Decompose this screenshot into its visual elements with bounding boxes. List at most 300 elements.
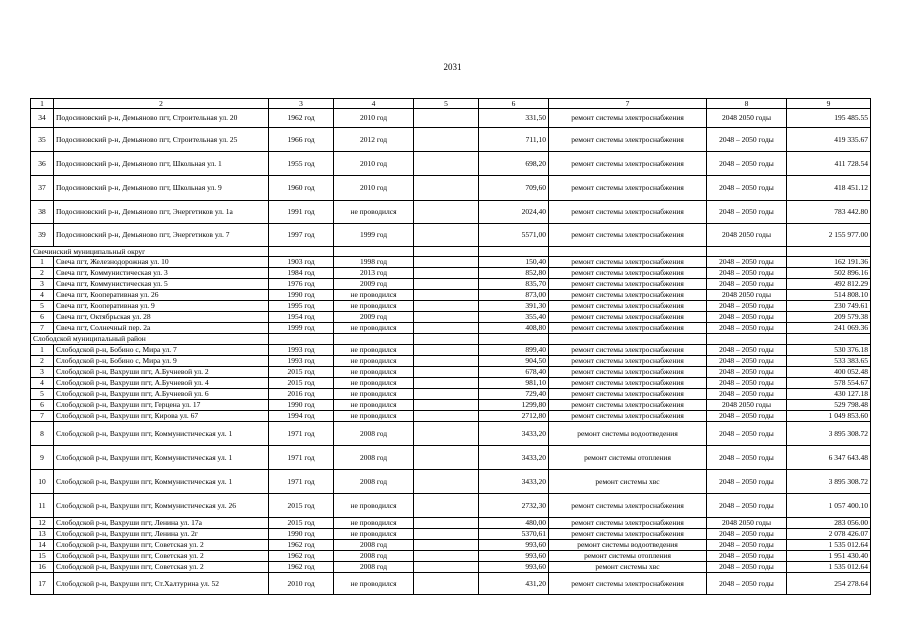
cost-cell: 783 442.80 <box>787 201 871 224</box>
cost-cell: 241 069.36 <box>787 323 871 334</box>
address-cell: Слободской р-н, Вахруши пгт, Герцена ул. 17 <box>54 400 269 411</box>
column-5-cell <box>414 540 479 551</box>
address-cell: Свеча пгт, Кооперативная ул. 9 <box>54 301 269 312</box>
work-type-cell: ремонт системы электроснабжения <box>549 323 707 334</box>
area-cell: 2024,40 <box>479 201 549 224</box>
column-5-cell <box>414 301 479 312</box>
housing-repair-table <box>30 98 871 595</box>
last-repair-cell: 2013 год <box>334 268 414 279</box>
last-repair-cell: 2010 год <box>334 176 414 201</box>
table-row <box>31 152 871 176</box>
work-type-cell: ремонт системы электроснабжения <box>549 345 707 356</box>
address-cell: Слободской р-н, Вахруши пгт, Советская ул. 2 <box>54 540 269 551</box>
table-row <box>31 312 871 323</box>
table-row <box>31 378 871 389</box>
row-number-cell: 38 <box>31 201 54 224</box>
column-5-cell <box>414 356 479 367</box>
last-repair-cell: 2010 год <box>334 109 414 128</box>
column-5-cell <box>414 400 479 411</box>
area-cell: 873,00 <box>479 290 549 301</box>
address-cell: Слободской р-н, Вахруши пгт, Кирова ул. 67 <box>54 411 269 422</box>
work-type-cell: ремонт системы электроснабжения <box>549 279 707 290</box>
address-cell: Слободской р-н, Бобино с, Мира ул. 9 <box>54 356 269 367</box>
column-5-cell <box>414 562 479 573</box>
row-number-cell: 4 <box>31 290 54 301</box>
area-cell: 3433,20 <box>479 422 549 446</box>
cost-cell: 1 049 853.60 <box>787 411 871 422</box>
column-5-cell <box>414 470 479 494</box>
column-5-cell <box>414 312 479 323</box>
cost-cell: 502 896.16 <box>787 268 871 279</box>
last-repair-cell: не проводился <box>334 494 414 518</box>
work-type-cell: ремонт системы электроснабжения <box>549 268 707 279</box>
year-built-cell: 2015 год <box>269 367 334 378</box>
empty-cell <box>549 247 707 257</box>
work-type-cell: ремонт системы электроснабжения <box>549 201 707 224</box>
last-repair-cell: не проводился <box>334 356 414 367</box>
year-built-cell: 1962 год <box>269 540 334 551</box>
row-number-cell: 8 <box>31 422 54 446</box>
year-built-cell: 1990 год <box>269 529 334 540</box>
year-built-cell: 1971 год <box>269 446 334 470</box>
last-repair-cell: 1998 год <box>334 257 414 268</box>
period-cell: 2048 – 2050 годы <box>707 323 787 334</box>
column-5-cell <box>414 257 479 268</box>
area-cell: 3433,20 <box>479 470 549 494</box>
last-repair-cell: 2008 год <box>334 551 414 562</box>
cost-cell: 230 749.61 <box>787 301 871 312</box>
work-type-cell: ремонт системы водоотведения <box>549 422 707 446</box>
area-cell: 3433,20 <box>479 446 549 470</box>
address-cell: Свеча пгт, Железнодорожная ул. 10 <box>54 257 269 268</box>
period-cell: 2048 – 2050 годы <box>707 529 787 540</box>
address-cell: Подосиновский р-н, Демьяново пгт, Строительная ул. 20 <box>54 109 269 128</box>
row-number-cell: 7 <box>31 411 54 422</box>
empty-cell <box>414 334 479 345</box>
column-5-cell <box>414 551 479 562</box>
row-number-cell: 12 <box>31 518 54 529</box>
section-title: Свечинский муниципальный округ <box>31 247 269 257</box>
table-row <box>31 224 871 247</box>
year-built-cell: 1990 год <box>269 290 334 301</box>
cost-cell: 3 895 308.72 <box>787 470 871 494</box>
period-cell: 2048 – 2050 годы <box>707 301 787 312</box>
area-cell: 993,60 <box>479 562 549 573</box>
last-repair-cell: 2008 год <box>334 470 414 494</box>
cost-cell: 533 383.65 <box>787 356 871 367</box>
period-cell: 2048 – 2050 годы <box>707 573 787 595</box>
address-cell: Слободской р-н, Вахруши пгт, Коммунистическая ул. 1 <box>54 470 269 494</box>
area-cell: 981,10 <box>479 378 549 389</box>
period-cell: 2048 2050 годы <box>707 224 787 247</box>
column-5-cell <box>414 201 479 224</box>
column-5-cell <box>414 367 479 378</box>
row-number-cell: 2 <box>31 268 54 279</box>
table-row <box>31 494 871 518</box>
column-header: 3 <box>269 99 334 109</box>
cost-cell: 209 579.38 <box>787 312 871 323</box>
year-built-cell: 1991 год <box>269 201 334 224</box>
table-row <box>31 422 871 446</box>
table-row <box>31 323 871 334</box>
period-cell: 2048 – 2050 годы <box>707 470 787 494</box>
address-cell: Слободской р-н, Вахруши пгт, А.Бучневой ул. 4 <box>54 378 269 389</box>
last-repair-cell: 2008 год <box>334 422 414 446</box>
last-repair-cell: 2008 год <box>334 446 414 470</box>
cost-cell: 2 078 426.07 <box>787 529 871 540</box>
cost-cell: 254 278.64 <box>787 573 871 595</box>
work-type-cell: ремонт системы водоотведения <box>549 540 707 551</box>
table-row <box>31 389 871 400</box>
last-repair-cell: не проводился <box>334 367 414 378</box>
year-built-cell: 1955 год <box>269 152 334 176</box>
column-header: 5 <box>414 99 479 109</box>
period-cell: 2048 – 2050 годы <box>707 152 787 176</box>
empty-cell <box>334 334 414 345</box>
address-cell: Слободской р-н, Вахруши пгт, Советская ул. 2 <box>54 562 269 573</box>
cost-cell: 400 052.48 <box>787 367 871 378</box>
empty-cell <box>787 334 871 345</box>
row-number-cell: 1 <box>31 257 54 268</box>
cost-cell: 492 812.29 <box>787 279 871 290</box>
area-cell: 698,20 <box>479 152 549 176</box>
address-cell: Слободской р-н, Вахруши пгт, А.Бучневой ул. 6 <box>54 389 269 400</box>
row-number-cell: 3 <box>31 367 54 378</box>
address-cell: Свеча пгт, Солнечный пер. 2а <box>54 323 269 334</box>
column-5-cell <box>414 128 479 152</box>
area-cell: 408,80 <box>479 323 549 334</box>
table-row <box>31 356 871 367</box>
period-cell: 2048 2050 годы <box>707 290 787 301</box>
column-5-cell <box>414 224 479 247</box>
row-number-cell: 7 <box>31 323 54 334</box>
period-cell: 2048 – 2050 годы <box>707 356 787 367</box>
year-built-cell: 2010 год <box>269 573 334 595</box>
work-type-cell: ремонт системы электроснабжения <box>549 529 707 540</box>
year-built-cell: 1999 год <box>269 323 334 334</box>
address-cell: Свеча пгт, Октябрьская ул. 28 <box>54 312 269 323</box>
year-built-cell: 1997 год <box>269 224 334 247</box>
empty-cell <box>549 334 707 345</box>
empty-cell <box>479 247 549 257</box>
area-cell: 331,50 <box>479 109 549 128</box>
column-5-cell <box>414 290 479 301</box>
work-type-cell: ремонт системы электроснабжения <box>549 301 707 312</box>
empty-cell <box>334 247 414 257</box>
column-5-cell <box>414 422 479 446</box>
address-cell: Слободской р-н, Вахруши пгт, Коммунистическая ул. 26 <box>54 494 269 518</box>
empty-cell <box>269 334 334 345</box>
row-number-cell: 36 <box>31 152 54 176</box>
area-cell: 711,10 <box>479 128 549 152</box>
empty-cell <box>479 334 549 345</box>
work-type-cell: ремонт системы электроснабжения <box>549 257 707 268</box>
column-number-row <box>31 99 871 109</box>
row-number-cell: 13 <box>31 529 54 540</box>
table-row <box>31 470 871 494</box>
cost-cell: 578 554.67 <box>787 378 871 389</box>
year-built-cell: 2016 год <box>269 389 334 400</box>
page-number: 2031 <box>443 62 462 72</box>
cost-cell: 1 535 012.64 <box>787 562 871 573</box>
period-cell: 2048 – 2050 годы <box>707 279 787 290</box>
period-cell: 2048 – 2050 годы <box>707 446 787 470</box>
column-5-cell <box>414 109 479 128</box>
year-built-cell: 1962 год <box>269 109 334 128</box>
table-row <box>31 529 871 540</box>
column-header: 1 <box>31 99 54 109</box>
row-number-cell: 5 <box>31 389 54 400</box>
area-cell: 993,60 <box>479 540 549 551</box>
last-repair-cell: не проводился <box>334 323 414 334</box>
table-row <box>31 540 871 551</box>
year-built-cell: 1984 год <box>269 268 334 279</box>
period-cell: 2048 – 2050 годы <box>707 268 787 279</box>
area-cell: 678,40 <box>479 367 549 378</box>
last-repair-cell: не проводился <box>334 290 414 301</box>
column-5-cell <box>414 268 479 279</box>
address-cell: Подосиновский р-н, Демьяново пгт, Энергетиков ул. 7 <box>54 224 269 247</box>
table-row <box>31 367 871 378</box>
column-header: 9 <box>787 99 871 109</box>
work-type-cell: ремонт системы электроснабжения <box>549 367 707 378</box>
column-5-cell <box>414 152 479 176</box>
period-cell: 2048 – 2050 годы <box>707 378 787 389</box>
cost-cell: 1 057 400.10 <box>787 494 871 518</box>
column-5-cell <box>414 411 479 422</box>
cost-cell: 419 335.67 <box>787 128 871 152</box>
address-cell: Подосиновский р-н, Демьяново пгт, Школьная ул. 1 <box>54 152 269 176</box>
section-header-row <box>31 247 871 257</box>
year-built-cell: 1954 год <box>269 312 334 323</box>
work-type-cell: ремонт системы хвс <box>549 562 707 573</box>
row-number-cell: 15 <box>31 551 54 562</box>
work-type-cell: ремонт системы электроснабжения <box>549 224 707 247</box>
last-repair-cell: 2008 год <box>334 562 414 573</box>
table-row <box>31 518 871 529</box>
period-cell: 2048 – 2050 годы <box>707 551 787 562</box>
work-type-cell: ремонт системы электроснабжения <box>549 411 707 422</box>
row-number-cell: 10 <box>31 470 54 494</box>
period-cell: 2048 – 2050 годы <box>707 494 787 518</box>
work-type-cell: ремонт системы хвс <box>549 470 707 494</box>
address-cell: Слободской р-н, Вахруши пгт, Ст.Халтурина ул. 52 <box>54 573 269 595</box>
work-type-cell: ремонт системы электроснабжения <box>549 378 707 389</box>
area-cell: 5370,61 <box>479 529 549 540</box>
period-cell: 2048 – 2050 годы <box>707 540 787 551</box>
cost-cell: 514 808.10 <box>787 290 871 301</box>
empty-cell <box>787 247 871 257</box>
cost-cell: 1 535 012.64 <box>787 540 871 551</box>
work-type-cell: ремонт системы электроснабжения <box>549 518 707 529</box>
table-row <box>31 128 871 152</box>
column-5-cell <box>414 389 479 400</box>
table-row <box>31 573 871 595</box>
column-header: 7 <box>549 99 707 109</box>
column-header: 6 <box>479 99 549 109</box>
period-cell: 2048 – 2050 годы <box>707 257 787 268</box>
table-row <box>31 446 871 470</box>
year-built-cell: 1994 год <box>269 411 334 422</box>
area-cell: 5571,00 <box>479 224 549 247</box>
row-number-cell: 3 <box>31 279 54 290</box>
address-cell: Слободской р-н, Вахруши пгт, Коммунистическая ул. 1 <box>54 446 269 470</box>
last-repair-cell: 2008 год <box>334 540 414 551</box>
last-repair-cell: не проводился <box>334 573 414 595</box>
column-5-cell <box>414 378 479 389</box>
address-cell: Подосиновский р-н, Демьяново пгт, Строительная ул. 25 <box>54 128 269 152</box>
work-type-cell: ремонт системы отопления <box>549 446 707 470</box>
address-cell: Свеча пгт, Коммунистическая ул. 5 <box>54 279 269 290</box>
area-cell: 431,20 <box>479 573 549 595</box>
year-built-cell: 1962 год <box>269 562 334 573</box>
last-repair-cell: не проводился <box>334 400 414 411</box>
address-cell: Слободской р-н, Вахруши пгт, Ленина ул. 2г <box>54 529 269 540</box>
section-header-row <box>31 334 871 345</box>
year-built-cell: 1971 год <box>269 422 334 446</box>
area-cell: 150,40 <box>479 257 549 268</box>
period-cell: 2048 – 2050 годы <box>707 176 787 201</box>
empty-cell <box>707 334 787 345</box>
table-body <box>31 109 871 595</box>
row-number-cell: 6 <box>31 312 54 323</box>
section-title: Слободской муниципальный район <box>31 334 269 345</box>
work-type-cell: ремонт системы отопления <box>549 551 707 562</box>
period-cell: 2048 – 2050 годы <box>707 411 787 422</box>
address-cell: Слободской р-н, Вахруши пгт, А.Бучневой ул. 2 <box>54 367 269 378</box>
row-number-cell: 6 <box>31 400 54 411</box>
table-row <box>31 301 871 312</box>
period-cell: 2048 2050 годы <box>707 400 787 411</box>
cost-cell: 411 728.54 <box>787 152 871 176</box>
last-repair-cell: 1999 год <box>334 224 414 247</box>
last-repair-cell: не проводился <box>334 529 414 540</box>
year-built-cell: 1971 год <box>269 470 334 494</box>
work-type-cell: ремонт системы электроснабжения <box>549 573 707 595</box>
cost-cell: 162 191.36 <box>787 257 871 268</box>
work-type-cell: ремонт системы электроснабжения <box>549 389 707 400</box>
row-number-cell: 5 <box>31 301 54 312</box>
last-repair-cell: не проводился <box>334 201 414 224</box>
work-type-cell: ремонт системы электроснабжения <box>549 290 707 301</box>
last-repair-cell: 2009 год <box>334 312 414 323</box>
table-row <box>31 279 871 290</box>
empty-cell <box>414 247 479 257</box>
table-row <box>31 562 871 573</box>
last-repair-cell: не проводился <box>334 301 414 312</box>
area-cell: 1299,80 <box>479 400 549 411</box>
column-5-cell <box>414 518 479 529</box>
table-row <box>31 345 871 356</box>
table-row <box>31 257 871 268</box>
cost-cell: 530 376.18 <box>787 345 871 356</box>
year-built-cell: 1903 год <box>269 257 334 268</box>
address-cell: Подосиновский р-н, Демьяново пгт, Энергетиков ул. 1а <box>54 201 269 224</box>
table-row <box>31 551 871 562</box>
work-type-cell: ремонт системы электроснабжения <box>549 152 707 176</box>
address-cell: Слободской р-н, Бобино с, Мира ул. 7 <box>54 345 269 356</box>
row-number-cell: 4 <box>31 378 54 389</box>
row-number-cell: 14 <box>31 540 54 551</box>
row-number-cell: 17 <box>31 573 54 595</box>
year-built-cell: 1995 год <box>269 301 334 312</box>
cost-cell: 195 485.55 <box>787 109 871 128</box>
row-number-cell: 35 <box>31 128 54 152</box>
column-header: 2 <box>54 99 269 109</box>
period-cell: 2048 – 2050 годы <box>707 422 787 446</box>
work-type-cell: ремонт системы электроснабжения <box>549 128 707 152</box>
address-cell: Слободской р-н, Вахруши пгт, Коммунистическая ул. 1 <box>54 422 269 446</box>
year-built-cell: 1993 год <box>269 356 334 367</box>
year-built-cell: 2015 год <box>269 518 334 529</box>
area-cell: 2712,80 <box>479 411 549 422</box>
row-number-cell: 16 <box>31 562 54 573</box>
table-row <box>31 411 871 422</box>
area-cell: 729,40 <box>479 389 549 400</box>
cost-cell: 6 347 643.48 <box>787 446 871 470</box>
work-type-cell: ремонт системы электроснабжения <box>549 494 707 518</box>
column-5-cell <box>414 529 479 540</box>
cost-cell: 283 056.00 <box>787 518 871 529</box>
cost-cell: 3 895 308.72 <box>787 422 871 446</box>
last-repair-cell: не проводился <box>334 378 414 389</box>
column-5-cell <box>414 176 479 201</box>
cost-cell: 1 951 430.40 <box>787 551 871 562</box>
area-cell: 709,60 <box>479 176 549 201</box>
address-cell: Свеча пгт, Коммунистическая ул. 3 <box>54 268 269 279</box>
area-cell: 2732,30 <box>479 494 549 518</box>
cost-cell: 2 155 977.00 <box>787 224 871 247</box>
column-5-cell <box>414 573 479 595</box>
period-cell: 2048 2050 годы <box>707 109 787 128</box>
year-built-cell: 1990 год <box>269 400 334 411</box>
year-built-cell: 2015 год <box>269 378 334 389</box>
period-cell: 2048 – 2050 годы <box>707 389 787 400</box>
empty-cell <box>707 247 787 257</box>
column-5-cell <box>414 323 479 334</box>
period-cell: 2048 – 2050 годы <box>707 201 787 224</box>
cost-cell: 430 127.18 <box>787 389 871 400</box>
table-row <box>31 176 871 201</box>
year-built-cell: 2015 год <box>269 494 334 518</box>
work-type-cell: ремонт системы электроснабжения <box>549 356 707 367</box>
work-type-cell: ремонт системы электроснабжения <box>549 312 707 323</box>
row-number-cell: 1 <box>31 345 54 356</box>
period-cell: 2048 2050 годы <box>707 518 787 529</box>
area-cell: 899,40 <box>479 345 549 356</box>
last-repair-cell: не проводился <box>334 389 414 400</box>
address-cell: Свеча пгт, Кооперативная ул. 26 <box>54 290 269 301</box>
work-type-cell: ремонт системы электроснабжения <box>549 176 707 201</box>
column-5-cell <box>414 345 479 356</box>
last-repair-cell: не проводился <box>334 518 414 529</box>
period-cell: 2048 – 2050 годы <box>707 312 787 323</box>
work-type-cell: ремонт системы электроснабжения <box>549 400 707 411</box>
last-repair-cell: 2010 год <box>334 152 414 176</box>
table-row <box>31 400 871 411</box>
table-row <box>31 268 871 279</box>
last-repair-cell: 2009 год <box>334 279 414 290</box>
column-5-cell <box>414 279 479 290</box>
column-header: 4 <box>334 99 414 109</box>
work-type-cell: ремонт системы электроснабжения <box>549 109 707 128</box>
table-row <box>31 201 871 224</box>
table-row <box>31 109 871 128</box>
row-number-cell: 39 <box>31 224 54 247</box>
row-number-cell: 2 <box>31 356 54 367</box>
row-number-cell: 34 <box>31 109 54 128</box>
area-cell: 480,00 <box>479 518 549 529</box>
